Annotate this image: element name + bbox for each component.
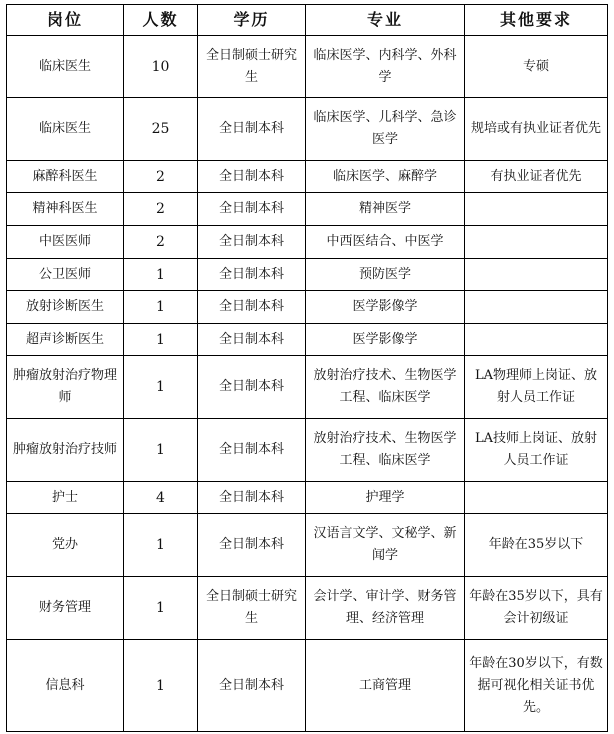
table-row <box>7 419 608 482</box>
cell-headcount: 2 <box>124 161 198 193</box>
cell-education: 全日制本科 <box>198 419 306 482</box>
cell-education: 全日制本科 <box>198 226 306 259</box>
cell-position: 公卫医师 <box>7 259 124 291</box>
cell-other <box>465 291 608 324</box>
cell-other <box>465 482 608 514</box>
header-position: 岗位 <box>7 5 124 36</box>
cell-position: 麻醉科医生 <box>7 161 124 193</box>
cell-other: LA物理师上岗证、放射人员工作证 <box>465 356 608 419</box>
cell-major: 医学影像学 <box>306 324 465 356</box>
cell-other: 有执业证者优先 <box>465 161 608 193</box>
table-row <box>7 482 608 514</box>
cell-headcount: 1 <box>124 640 198 732</box>
table-row <box>7 36 608 98</box>
cell-other: 年龄在35岁以下 <box>465 514 608 577</box>
cell-position: 临床医生 <box>7 36 124 98</box>
cell-major: 护理学 <box>306 482 465 514</box>
cell-position: 护士 <box>7 482 124 514</box>
cell-position: 财务管理 <box>7 577 124 640</box>
cell-major: 会计学、审计学、财务管理、经济管理 <box>306 577 465 640</box>
cell-other <box>465 226 608 259</box>
cell-other: LA技师上岗证、放射人员工作证 <box>465 419 608 482</box>
cell-education: 全日制本科 <box>198 259 306 291</box>
cell-major: 医学影像学 <box>306 291 465 324</box>
cell-headcount: 1 <box>124 356 198 419</box>
cell-position: 临床医生 <box>7 98 124 161</box>
header-education: 学历 <box>198 5 306 36</box>
cell-position: 中医医师 <box>7 226 124 259</box>
cell-headcount: 10 <box>124 36 198 98</box>
cell-major: 精神医学 <box>306 193 465 226</box>
cell-education: 全日制本科 <box>198 324 306 356</box>
cell-headcount: 25 <box>124 98 198 161</box>
table-row <box>7 193 608 226</box>
header-headcount: 人数 <box>124 5 198 36</box>
table-row <box>7 514 608 577</box>
cell-headcount: 1 <box>124 514 198 577</box>
table-row <box>7 356 608 419</box>
cell-headcount: 1 <box>124 259 198 291</box>
cell-education: 全日制本科 <box>198 640 306 732</box>
table-row <box>7 98 608 161</box>
cell-other: 专硕 <box>465 36 608 98</box>
cell-headcount: 1 <box>124 577 198 640</box>
cell-education: 全日制本科 <box>198 514 306 577</box>
cell-education: 全日制本科 <box>198 356 306 419</box>
cell-education: 全日制硕士研究生 <box>198 577 306 640</box>
cell-other: 年龄在35岁以下，具有会计初级证 <box>465 577 608 640</box>
cell-headcount: 1 <box>124 419 198 482</box>
cell-position: 信息科 <box>7 640 124 732</box>
cell-major: 汉语言文学、文秘学、新闻学 <box>306 514 465 577</box>
cell-headcount: 2 <box>124 193 198 226</box>
cell-education: 全日制本科 <box>198 161 306 193</box>
cell-education: 全日制本科 <box>198 193 306 226</box>
header-row <box>7 5 608 36</box>
cell-headcount: 1 <box>124 324 198 356</box>
cell-other <box>465 324 608 356</box>
cell-major: 放射治疗技术、生物医学工程、临床医学 <box>306 419 465 482</box>
cell-position: 超声诊断医生 <box>7 324 124 356</box>
cell-position: 肿瘤放射治疗技师 <box>7 419 124 482</box>
table-row <box>7 640 608 732</box>
cell-position: 肿瘤放射治疗物理师 <box>7 356 124 419</box>
table-row <box>7 291 608 324</box>
cell-headcount: 1 <box>124 291 198 324</box>
cell-other <box>465 193 608 226</box>
cell-education: 全日制本科 <box>198 98 306 161</box>
recruitment-table <box>6 4 608 732</box>
cell-major: 临床医学、麻醉学 <box>306 161 465 193</box>
table-row <box>7 226 608 259</box>
cell-other <box>465 259 608 291</box>
header-other-requirements: 其他要求 <box>465 5 608 36</box>
cell-major: 预防医学 <box>306 259 465 291</box>
cell-major: 临床医学、儿科学、急诊医学 <box>306 98 465 161</box>
cell-major: 放射治疗技术、生物医学工程、临床医学 <box>306 356 465 419</box>
cell-major: 工商管理 <box>306 640 465 732</box>
cell-education: 全日制硕士研究生 <box>198 36 306 98</box>
cell-headcount: 2 <box>124 226 198 259</box>
cell-other: 年龄在30岁以下，有数据可视化相关证书优先。 <box>465 640 608 732</box>
table-row <box>7 161 608 193</box>
cell-position: 放射诊断医生 <box>7 291 124 324</box>
table-row <box>7 577 608 640</box>
cell-education: 全日制本科 <box>198 482 306 514</box>
table-row <box>7 259 608 291</box>
cell-position: 党办 <box>7 514 124 577</box>
cell-education: 全日制本科 <box>198 291 306 324</box>
cell-major: 临床医学、内科学、外科学 <box>306 36 465 98</box>
table-row <box>7 324 608 356</box>
cell-headcount: 4 <box>124 482 198 514</box>
header-major: 专业 <box>306 5 465 36</box>
cell-other: 规培或有执业证者优先 <box>465 98 608 161</box>
cell-position: 精神科医生 <box>7 193 124 226</box>
cell-major: 中西医结合、中医学 <box>306 226 465 259</box>
